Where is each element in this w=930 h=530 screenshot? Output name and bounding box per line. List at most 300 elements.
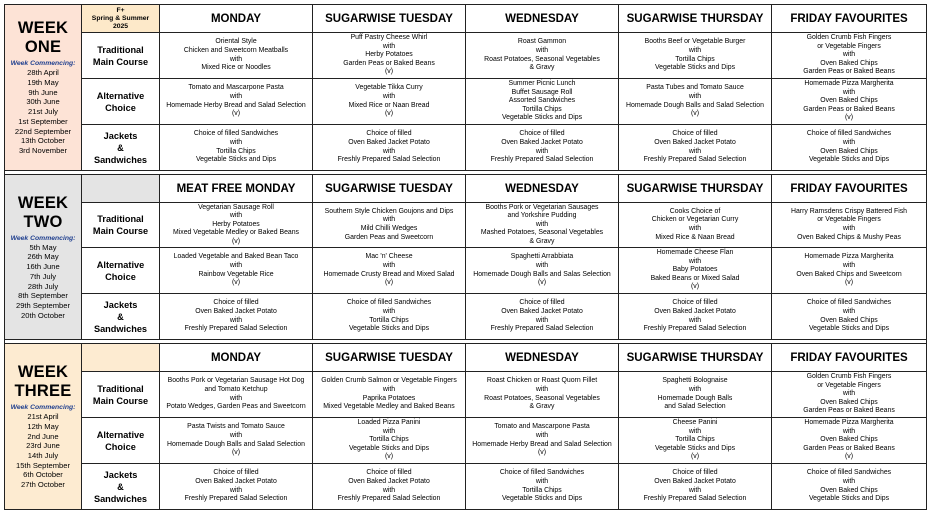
- meal-line: with: [535, 385, 549, 393]
- meal-line: with: [382, 385, 396, 393]
- meal-line: (v): [384, 279, 394, 287]
- meal-line: (v): [690, 110, 700, 118]
- day-heading: FRIDAY FAVOURITES: [772, 5, 927, 33]
- meal-cell: [313, 372, 466, 418]
- meal-line: Oven Baked Chips: [820, 436, 878, 444]
- meal-line: Choice of filled: [213, 469, 259, 477]
- meal-cell: [772, 418, 927, 464]
- week-title-line: WEEK: [17, 363, 69, 382]
- meal-line: Tortilla Chips: [675, 436, 715, 444]
- meal-cell: [772, 248, 927, 294]
- meal-line: Choice of filled Sandwiches: [806, 469, 892, 477]
- meal-line: and Tomato Ketchup: [204, 385, 268, 393]
- meal-cell: [160, 294, 313, 340]
- meal-cell: [313, 248, 466, 294]
- meal-cell: [160, 418, 313, 464]
- day-header-row: [5, 175, 927, 203]
- season-label-line: 2025: [112, 22, 129, 30]
- week-commencing-date: 15th September: [15, 460, 71, 470]
- meal-line: Vegetable Sticks and Dips: [654, 64, 736, 72]
- meal-line: Roast Chicken or Roast Quorn Fillet: [486, 377, 598, 385]
- week-title: [7, 363, 79, 401]
- week-label-cell: [5, 5, 82, 171]
- meal-cell: [619, 125, 772, 171]
- week-commencing-date: 29th September: [15, 300, 71, 310]
- meal-line: Booths Pork or Vegetarian Sausages: [485, 203, 599, 211]
- meal-line: Spaghetti Bolognaise: [662, 377, 728, 385]
- meal-line: Mac 'n' Cheese: [365, 253, 413, 261]
- meal-line: Vegetable Sticks and Dips: [808, 325, 890, 333]
- row-label-line: &: [117, 481, 124, 492]
- meal-line: Homemade Crusty Bread and Mixed Salad: [323, 270, 455, 278]
- week-commencing-date: 8th September: [18, 291, 68, 301]
- meal-line: Potato Wedges, Garden Peas and Sweetcorn: [166, 403, 306, 411]
- meal-line: Garden Peas or Baked Beans: [343, 59, 435, 67]
- meal-cell: [619, 79, 772, 125]
- week-commencing-date: 5th May: [29, 242, 57, 252]
- meal-line: Golden Crumb Fish Fingers: [806, 373, 892, 381]
- meal-cell: [313, 464, 466, 510]
- corner-blank: [82, 344, 160, 372]
- meal-cell: [313, 33, 466, 79]
- row-label-line: Sandwiches: [93, 493, 148, 504]
- meal-line: Freshly Prepared Salad Selection: [643, 325, 747, 333]
- meal-line: (v): [844, 453, 854, 461]
- day-heading: SUGARWISE TUESDAY: [313, 344, 466, 372]
- meal-line: (v): [384, 68, 394, 76]
- meal-line: Chicken or Vegetarian Curry: [651, 216, 739, 224]
- meal-cell: [160, 464, 313, 510]
- meal-line: (v): [231, 449, 241, 457]
- week-commencing-label: Week Commencing:: [10, 404, 76, 412]
- meal-line: with: [688, 225, 702, 232]
- meal-row-alternative: [5, 418, 927, 464]
- week-commencing-date: 28th July: [27, 281, 59, 291]
- meal-line: with: [382, 427, 396, 435]
- meal-cell: [313, 79, 466, 125]
- meal-line: Freshly Prepared Salad Selection: [184, 495, 288, 503]
- meal-line: with: [688, 385, 702, 393]
- meal-line: Tortilla Chips: [216, 147, 256, 155]
- meal-line: Garden Peas and Sweetcorn: [344, 233, 434, 241]
- meal-line: Tortilla Chips: [522, 486, 562, 494]
- meal-line: Roast Potatoes, Seasonal Vegetables: [484, 55, 600, 63]
- meal-row-traditional: [5, 372, 927, 418]
- meal-line: with: [688, 316, 702, 324]
- meal-line: Oven Baked Jacket Potato: [348, 477, 430, 485]
- meal-cell: [619, 372, 772, 418]
- week-title: [7, 19, 79, 57]
- meal-line: Garden Peas or Baked Beans: [803, 68, 895, 76]
- meal-line: Mild Chilli Wedges: [360, 225, 418, 232]
- row-label-jackets: [82, 125, 160, 171]
- meal-line: Choice of filled: [519, 130, 565, 138]
- week-commencing-label: Week Commencing:: [10, 60, 76, 68]
- meal-line: (v): [690, 453, 700, 461]
- meal-line: with: [842, 138, 856, 146]
- meal-cell: [466, 203, 619, 248]
- week-commencing-date: 14th July: [27, 451, 59, 460]
- meal-line: with: [842, 51, 856, 59]
- meal-line: Choice of filled Sandwiches: [806, 130, 892, 138]
- row-label-line: Alternative: [96, 90, 145, 101]
- meal-line: with: [382, 486, 396, 494]
- meal-cell: [313, 294, 466, 340]
- meal-cell: [466, 294, 619, 340]
- meal-line: Choice of filled Sandwiches: [193, 130, 279, 138]
- week-commencing-date: 16th June: [26, 262, 60, 272]
- meal-line: Oriental Style: [215, 38, 257, 46]
- day-heading: SUGARWISE THURSDAY: [619, 344, 772, 372]
- meal-line: Assorted Sandwiches: [508, 97, 576, 105]
- meal-cell: [466, 125, 619, 171]
- menu-table: [4, 4, 927, 510]
- meal-line: Oven Baked Jacket Potato: [501, 138, 583, 146]
- meal-cell: [466, 33, 619, 79]
- meal-line: with: [229, 212, 243, 220]
- meal-line: Oven Baked Jacket Potato: [501, 307, 583, 315]
- meal-cell: [313, 203, 466, 248]
- day-header-row: [5, 5, 927, 33]
- meal-line: Freshly Prepared Salad Selection: [184, 325, 288, 333]
- row-label-line: Jackets: [103, 299, 138, 310]
- meal-line: Booths Beef or Vegetable Burger: [644, 38, 746, 46]
- week-commencing-date: 12th May: [27, 421, 59, 431]
- meal-line: with: [535, 46, 549, 54]
- meal-line: Vegetable Sticks and Dips: [654, 444, 736, 452]
- meal-line: Pasta Tubes and Tomato Sauce: [646, 84, 744, 92]
- meal-cell: [466, 248, 619, 294]
- meal-line: with: [842, 307, 856, 315]
- day-heading: SUGARWISE THURSDAY: [619, 175, 772, 203]
- meal-line: or Vegetable Fingers: [817, 381, 881, 389]
- meal-line: (v): [384, 110, 394, 118]
- day-heading: WEDNESDAY: [466, 344, 619, 372]
- meal-line: with: [229, 394, 243, 402]
- meal-line: with: [535, 316, 549, 324]
- meal-line: Oven Baked Chips: [820, 316, 878, 324]
- meal-line: with: [688, 257, 702, 265]
- meal-line: Chicken and Sweetcorn Meatballs: [183, 46, 289, 54]
- meal-cell: [619, 33, 772, 79]
- meal-line: Vegetable Sticks and Dips: [195, 156, 277, 164]
- meal-line: Southern Style Chicken Goujons and Dips: [324, 207, 454, 215]
- row-label-line: Main Course: [92, 395, 149, 406]
- meal-line: with: [688, 92, 702, 100]
- meal-line: Homemade Dough Balls and Salad Selection: [626, 101, 764, 109]
- meal-line: Homemade Pizza Margherita: [804, 419, 894, 427]
- meal-line: with: [535, 220, 549, 228]
- meal-line: Freshly Prepared Salad Selection: [643, 495, 747, 503]
- meal-line: Homemade Pizza Margherita: [804, 253, 894, 261]
- meal-line: Freshly Prepared Salad Selection: [337, 495, 441, 503]
- season-label-line: F+: [116, 6, 125, 14]
- meal-line: Baby Potatoes: [672, 266, 718, 274]
- meal-cell: [313, 418, 466, 464]
- meal-cell: [160, 248, 313, 294]
- week-number: TWO: [23, 212, 63, 231]
- meal-line: Paprika Potatoes: [362, 394, 416, 402]
- meal-line: Spaghetti Arrabbiata: [510, 253, 574, 261]
- row-label-line: Sandwiches: [93, 323, 148, 334]
- meal-line: with: [842, 390, 856, 398]
- meal-cell: [619, 203, 772, 248]
- meal-line: Homemade Dough Balls and Salad Selection: [167, 440, 305, 448]
- meal-cell: [772, 203, 927, 248]
- day-heading: SUGARWISE THURSDAY: [619, 5, 772, 33]
- meal-line: Homemade Pizza Margherita: [804, 80, 894, 88]
- row-label-line: Main Course: [92, 226, 149, 236]
- meal-line: Vegetable Sticks and Dips: [808, 156, 890, 164]
- meal-line: Oven Baked Chips & Mushy Peas: [797, 233, 901, 241]
- week-commencing-date: 21st July: [28, 107, 58, 117]
- meal-line: Cooks Choice of: [669, 207, 721, 215]
- day-heading: WEDNESDAY: [466, 5, 619, 33]
- meal-line: or Vegetable Fingers: [817, 42, 881, 50]
- meal-line: (v): [384, 453, 394, 461]
- row-label-line: Traditional: [97, 44, 144, 55]
- meal-line: Vegetable Sticks and Dips: [501, 114, 583, 122]
- meal-line: Baked Beans or Mixed Salad: [650, 274, 740, 282]
- meal-line: with: [382, 261, 396, 269]
- meal-line: Buffet Sausage Roll: [511, 88, 573, 96]
- day-heading: MONDAY: [160, 344, 313, 372]
- meal-cell: [772, 464, 927, 510]
- corner-blank: [82, 175, 160, 203]
- meal-line: Oven Baked Chips: [820, 59, 878, 67]
- season-label-line: Spring & Summer: [91, 14, 150, 22]
- meal-line: Oven Baked Chips: [820, 486, 878, 494]
- meal-row-alternative: [5, 79, 927, 125]
- meal-cell: [160, 125, 313, 171]
- meal-cell: [772, 125, 927, 171]
- meal-line: Loaded Pizza Panini: [357, 419, 421, 427]
- week-commencing-date: 13th October: [21, 136, 65, 146]
- meal-line: (v): [231, 237, 241, 245]
- week-label-cell: [5, 175, 82, 340]
- meal-line: Oven Baked Chips: [820, 398, 878, 406]
- meal-line: with: [382, 216, 396, 224]
- meal-line: Choice of filled: [672, 299, 718, 307]
- meal-line: Roast Potatoes, Seasonal Vegetables: [484, 394, 600, 402]
- meal-line: & Gravy: [529, 64, 555, 72]
- meal-line: Tortilla Chips: [522, 105, 562, 113]
- meal-line: Vegetable Sticks and Dips: [808, 495, 890, 503]
- meal-line: Tortilla Chips: [369, 436, 409, 444]
- row-label-line: &: [117, 142, 124, 153]
- meal-line: with: [382, 147, 396, 155]
- meal-line: with: [688, 147, 702, 155]
- meal-line: Oven Baked Chips: [820, 97, 878, 105]
- meal-line: Vegetable Sticks and Dips: [348, 325, 430, 333]
- meal-line: with: [229, 92, 243, 100]
- day-heading: MONDAY: [160, 5, 313, 33]
- meal-line: (v): [231, 110, 241, 118]
- meal-line: Freshly Prepared Salad Selection: [490, 325, 594, 333]
- row-label-jackets: [82, 464, 160, 510]
- meal-line: Rainbow Vegetable Rice: [198, 270, 274, 278]
- meal-line: Tomato and Mascarpone Pasta: [494, 423, 590, 431]
- week-commencing-label: Week Commencing:: [10, 234, 76, 242]
- row-label-line: Choice: [105, 271, 136, 282]
- meal-line: with: [842, 88, 856, 96]
- meal-cell: [619, 294, 772, 340]
- meal-line: and Salad Selection: [664, 403, 726, 411]
- week-number: ONE: [24, 38, 62, 57]
- meal-line: with: [688, 427, 702, 435]
- meal-line: Oven Baked Jacket Potato: [195, 307, 277, 315]
- week-title-line: WEEK: [17, 19, 69, 38]
- meal-row-jackets: [5, 294, 927, 340]
- meal-line: Herby Potatoes: [365, 51, 413, 59]
- week-commencing-date: 2nd June: [27, 431, 59, 441]
- week-commencing-date: 19th May: [27, 78, 59, 88]
- week-title-line: WEEK: [17, 193, 69, 212]
- day-header-row: [5, 344, 927, 372]
- row-label-alternative: [82, 79, 160, 125]
- meal-line: Homemade Dough Balls and Salas Selection: [473, 270, 611, 278]
- meal-cell: [466, 464, 619, 510]
- meal-line: Freshly Prepared Salad Selection: [643, 156, 747, 164]
- week-commencing-date: 3rd November: [18, 145, 68, 155]
- meal-line: Choice of filled: [672, 130, 718, 138]
- row-label-line: Main Course: [92, 56, 149, 67]
- meal-line: with: [535, 431, 549, 439]
- meal-line: Mixed Rice & Naan Bread: [655, 233, 735, 241]
- meal-line: or Vegetable Fingers: [817, 216, 881, 224]
- meal-row-traditional: [5, 33, 927, 79]
- meal-row-alternative: [5, 248, 927, 294]
- meal-line: with: [229, 431, 243, 439]
- meal-line: (v): [844, 114, 854, 122]
- meal-line: Mixed Vegetable Medley or Baked Beans: [172, 229, 300, 237]
- meal-row-jackets: [5, 464, 927, 510]
- meal-line: Choice of filled Sandwiches: [499, 469, 585, 477]
- meal-line: with: [229, 138, 243, 146]
- meal-line: Mashed Potatoes, Seasonal Vegetables: [480, 229, 604, 237]
- meal-line: Tortilla Chips: [369, 316, 409, 324]
- week-label-cell: [5, 344, 82, 510]
- week-commencing-date: 1st September: [18, 116, 68, 126]
- row-label-line: Alternative: [96, 259, 145, 270]
- meal-line: with: [382, 307, 396, 315]
- meal-line: Mixed Rice or Naan Bread: [348, 101, 430, 109]
- meal-line: Oven Baked Chips and Sweetcorn: [796, 270, 902, 278]
- meal-line: and Yorkshire Pudding: [507, 212, 577, 220]
- meal-line: with: [229, 55, 243, 63]
- meal-cell: [619, 464, 772, 510]
- week-number: THREE: [14, 382, 72, 401]
- meal-line: Vegetarian Sausage Roll: [198, 203, 274, 211]
- meal-line: Tomato and Mascarpone Pasta: [188, 84, 284, 92]
- week-commencing-date: 21st April: [27, 412, 59, 422]
- meal-line: with: [229, 316, 243, 324]
- meal-line: Golden Crumb Salmon or Vegetable Fingers: [321, 377, 457, 385]
- meal-line: Mixed Rice or Noodles: [201, 64, 271, 72]
- meal-line: Garden Peas or Baked Beans: [803, 407, 895, 415]
- meal-cell: [160, 79, 313, 125]
- week-commencing-date: 22nd September: [14, 126, 72, 136]
- meal-line: with: [535, 477, 549, 485]
- week-commencing-date: 30th June: [26, 97, 60, 107]
- meal-line: & Gravy: [529, 237, 555, 245]
- meal-cell: [466, 372, 619, 418]
- meal-cell: [160, 372, 313, 418]
- meal-line: Oven Baked Jacket Potato: [195, 477, 277, 485]
- row-label-line: Traditional: [97, 383, 144, 394]
- row-label-alternative: [82, 418, 160, 464]
- row-label-line: Alternative: [96, 429, 145, 440]
- row-label-traditional: [82, 33, 160, 79]
- meal-line: with: [842, 225, 856, 232]
- meal-line: Harry Ramsdens Crispy Battered Fish: [790, 207, 908, 215]
- row-label-line: &: [117, 311, 124, 322]
- meal-line: Garden Peas or Baked Beans: [803, 444, 895, 452]
- meal-line: with: [688, 46, 702, 54]
- meal-cell: [466, 79, 619, 125]
- row-label-jackets: [82, 294, 160, 340]
- meal-line: Pasta Twists and Tomato Sauce: [187, 423, 285, 431]
- row-label-line: Choice: [105, 102, 136, 113]
- meal-cell: [772, 294, 927, 340]
- meal-line: Choice of filled: [672, 469, 718, 477]
- meal-line: with: [842, 477, 856, 485]
- day-heading: FRIDAY FAVOURITES: [772, 344, 927, 372]
- row-label-line: Traditional: [97, 214, 144, 224]
- meal-line: with: [842, 261, 856, 269]
- meal-row-traditional: [5, 203, 927, 248]
- meal-line: Choice of filled: [519, 299, 565, 307]
- week-commencing-date: 28th April: [27, 68, 59, 78]
- meal-line: Choice of filled: [213, 299, 259, 307]
- meal-line: Garden Peas or Baked Beans: [803, 105, 895, 113]
- meal-line: Freshly Prepared Salad Selection: [337, 156, 441, 164]
- meal-line: Vegetable Sticks and Dips: [348, 444, 430, 452]
- meal-line: Oven Baked Jacket Potato: [654, 138, 736, 146]
- row-label-line: Jackets: [103, 130, 138, 141]
- week-commencing-date: 6th October: [23, 470, 63, 480]
- meal-line: Homemade Herby Bread and Salad Selection: [472, 440, 612, 448]
- meal-line: Mixed Vegetable Medley and Baked Beans: [323, 403, 455, 411]
- meal-line: (v): [231, 279, 241, 287]
- meal-line: (v): [844, 279, 854, 287]
- meal-line: Roast Gammon: [517, 38, 567, 46]
- meal-cell: [619, 248, 772, 294]
- meal-cell: [466, 418, 619, 464]
- meal-line: Oven Baked Jacket Potato: [654, 307, 736, 315]
- meal-line: (v): [690, 283, 700, 291]
- meal-line: Herby Potatoes: [212, 220, 260, 228]
- meal-line: Booths Pork or Vegetarian Sausage Hot Dog: [167, 377, 305, 385]
- meal-line: Puff Pastry Cheese Whirl: [350, 34, 428, 42]
- meal-cell: [619, 418, 772, 464]
- meal-cell: [313, 125, 466, 171]
- meal-line: with: [535, 261, 549, 269]
- meal-line: Oven Baked Chips: [820, 147, 878, 155]
- meal-cell: [160, 33, 313, 79]
- row-label-alternative: [82, 248, 160, 294]
- row-label-traditional: [82, 372, 160, 418]
- meal-line: Vegetable Sticks and Dips: [501, 495, 583, 503]
- meal-cell: [772, 79, 927, 125]
- meal-line: Choice of filled Sandwiches: [346, 299, 432, 307]
- meal-line: Vegetable Tikka Curry: [355, 84, 423, 92]
- row-label-line: Choice: [105, 441, 136, 452]
- meal-line: Homemade Dough Balls: [657, 394, 733, 402]
- meal-line: with: [842, 427, 856, 435]
- meal-line: Choice of filled Sandwiches: [806, 299, 892, 307]
- meal-cell: [772, 33, 927, 79]
